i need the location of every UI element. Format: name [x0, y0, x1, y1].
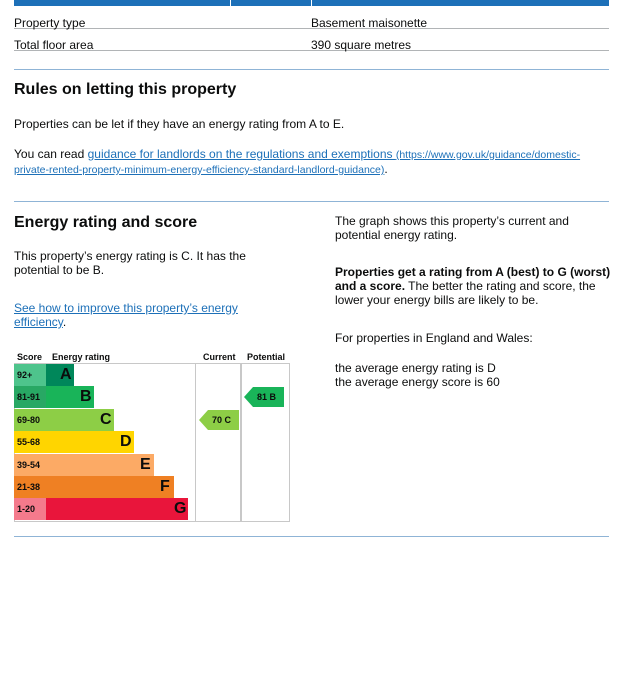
table-row — [14, 6, 609, 29]
current-rating-arrow — [199, 410, 239, 430]
potential-rating-arrow — [244, 387, 284, 407]
band-letter: D — [120, 433, 132, 451]
improve-paragraph: See how to improve this property’s energy efficiency. — [14, 301, 238, 329]
england-wales-text: For properties in England and Wales: — [335, 331, 533, 345]
section-divider — [14, 536, 609, 537]
band-score-range: 81-91 — [14, 386, 46, 408]
band-bar-g — [46, 498, 188, 520]
score-header: Score — [17, 352, 43, 362]
current-rating-arrow-label: 70 C — [212, 414, 232, 425]
band-bar-e — [46, 454, 154, 476]
section-divider — [14, 201, 609, 202]
energy-rating-text: This property’s energy rating is C. It has the potential to be B. — [14, 249, 246, 277]
band-score-range: 1-20 — [14, 498, 46, 520]
band-letter: E — [140, 455, 151, 473]
band-score-range: 55-68 — [14, 431, 46, 453]
floor-area-label: Total floor area — [14, 38, 94, 52]
energy-heading: Energy rating and score — [14, 214, 198, 231]
rating-explanation: Properties get a rating from A (best) to G (worst) and a score. The better the rating and score, the lower your energy bills are likely to be. — [335, 265, 611, 307]
band-letter: G — [174, 500, 187, 518]
average-info — [335, 361, 615, 389]
band-letter: F — [160, 478, 170, 495]
band-score-range: 92+ — [14, 364, 46, 386]
band-letter: A — [60, 366, 72, 383]
potential-rating-arrow-label: 81 B — [257, 392, 277, 403]
property-type-label: Property type — [14, 16, 86, 30]
property-type-value: Basement maisonette — [311, 16, 428, 30]
improve-efficiency-link[interactable]: See how to improve this property’s energy efficiency — [14, 301, 238, 329]
floor-area-value: 390 square metres — [311, 38, 412, 52]
current-header: Current — [203, 352, 236, 362]
letting-guidance-paragraph — [14, 147, 604, 177]
rating-header: Energy rating — [52, 352, 111, 362]
graph-description: The graph shows this property’s current and potential energy rating. — [335, 214, 569, 242]
potential-header: Potential — [247, 352, 286, 362]
average-rating: the average energy rating is D — [335, 361, 496, 375]
current-column — [196, 363, 241, 522]
band-score-range: 39-54 — [14, 454, 46, 476]
letting-heading: Rules on letting this property — [14, 81, 237, 98]
guidance-link[interactable]: guidance for landlords on the regulations and exemptions (https://www.gov.uk/guidance/domestic- private-rented-property-minimum-energy-efficiency-standard-landlord-guidance) — [14, 147, 581, 176]
band-bar-f — [46, 476, 174, 498]
letting-paragraph: Properties can be let if they have an energy rating from A to E. — [14, 117, 345, 131]
band-letter: C — [100, 410, 112, 428]
table-row — [14, 28, 609, 51]
average-score: the average energy score is 60 — [335, 375, 500, 389]
band-letter: B — [80, 388, 92, 406]
band-score-range: 69-80 — [14, 409, 46, 431]
energy-rating-chart — [14, 350, 290, 522]
guidance-suffix: . — [384, 162, 388, 176]
band-score-range: 21-38 — [14, 476, 46, 498]
guidance-prefix: You can read — [14, 147, 88, 161]
section-divider — [14, 69, 609, 70]
